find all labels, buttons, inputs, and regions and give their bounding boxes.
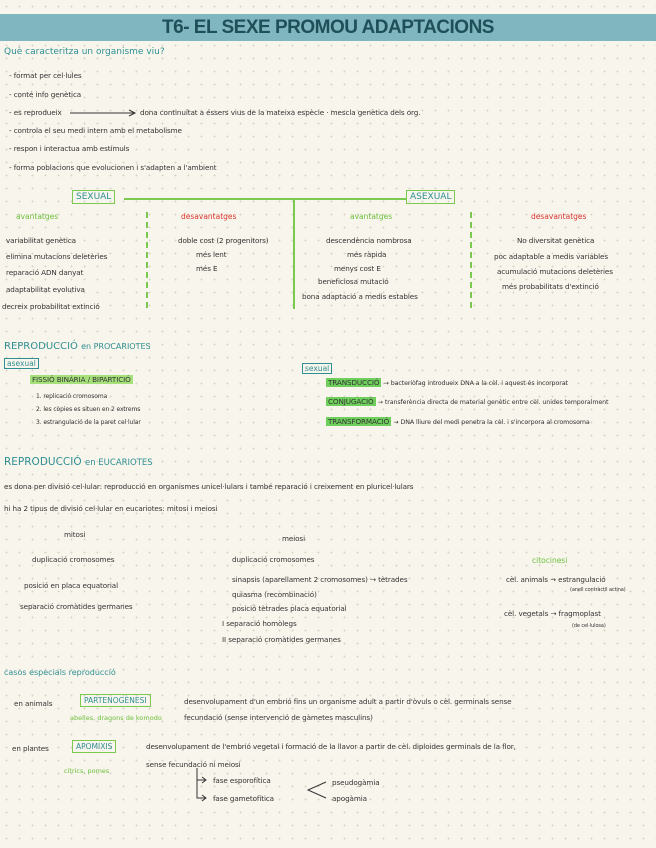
meiosi-item: duplicació cromosomes bbox=[232, 555, 315, 564]
sexual-adv-item: variabilitat genètica bbox=[6, 236, 76, 245]
sexual-box: SEXUAL bbox=[72, 190, 115, 204]
char-item: - controla el seu medi intern amb el metabolisme bbox=[9, 126, 182, 135]
arrow-right-icon bbox=[70, 108, 140, 118]
fission-step: 3. estrangulació de la paret cel·lular bbox=[36, 419, 141, 426]
asexual-disadv-item: acumulació mutacions deletèries bbox=[497, 267, 613, 276]
char-item: - format per cel·lules bbox=[9, 71, 82, 80]
asexual-adv-item: bona adaptació a medis estables bbox=[302, 292, 418, 301]
sexual-adv-item: elimina mutacions deletèries bbox=[6, 252, 108, 261]
animals-desc: desenvolupament d'un embrió fins un organisme adult a partir d'òvuls o cèl. germinals sense bbox=[184, 697, 512, 706]
conjugacio-item: CONJUGACIÓ → transferència directa de material genètic entre cèl. unides temporalment bbox=[328, 397, 609, 406]
sexual-disadv-title: desavantatges bbox=[181, 212, 237, 221]
char-item: - es reprodueix bbox=[9, 108, 62, 117]
branch-right-item: apogàmia bbox=[332, 794, 367, 803]
asexual-disadv-item: més probabilitats d'extinció bbox=[502, 282, 599, 291]
char-item: - respon i interactua amb estímuls bbox=[9, 144, 130, 153]
asexual-adv-item: descendència nombrosa bbox=[326, 236, 412, 245]
asexual-adv-title: avantatges bbox=[350, 212, 393, 221]
meiosi-item: II separació cromàtides germanes bbox=[222, 635, 341, 644]
meiosi-item: posició tètrades placa equatorial bbox=[232, 604, 347, 613]
question-heading: Què caracteritza un organisme viu? bbox=[4, 47, 165, 57]
sexual-tag: sexual bbox=[302, 363, 332, 374]
citocinesi-vegetal: cèl. vegetals → fragmoplast bbox=[504, 609, 601, 618]
asexual-disadv-item: No diversitat genètica bbox=[517, 236, 595, 245]
sexual-adv-item: decreix probabilitat extinció bbox=[2, 302, 100, 311]
eukaryotes-line: es dona per divisió cel·lular: reproducció en organismes unicel·lulars i també reparació i creixement en pluricel·lulars bbox=[4, 482, 414, 491]
asexual-adv-item: menys cost E bbox=[334, 264, 381, 273]
meiosi-item: quiasma (recombinació) bbox=[232, 590, 317, 599]
asexual-tag: asexual bbox=[4, 358, 39, 369]
char-item: - conté info genètica bbox=[9, 90, 82, 99]
fission-term: FISSIÓ BINÀRIA / BIPARTICIÓ bbox=[32, 375, 131, 384]
connector-line bbox=[293, 199, 295, 309]
meiosi-title: meiosi bbox=[282, 534, 305, 543]
asexual-disadv-title: desavantatges bbox=[531, 212, 587, 221]
char-item: - forma poblacions que evolucionen i s'adapten a l'ambient bbox=[9, 163, 217, 172]
sexual-disadv-item: més E bbox=[196, 264, 218, 273]
sexual-disadv-item: doble cost (2 progenitors) bbox=[178, 236, 269, 245]
asexual-adv-item: beneficiosa mutació bbox=[318, 277, 389, 286]
mitosi-item: posició en placa equatorial bbox=[24, 581, 119, 590]
sexual-adv-item: reparació ADN danyat bbox=[6, 268, 84, 277]
dashed-divider bbox=[146, 212, 148, 308]
connector-line bbox=[124, 198, 406, 200]
mitosi-title: mitosi bbox=[64, 530, 86, 539]
apomixis-box: APOMIXIS bbox=[72, 740, 116, 753]
mitosi-item: separació cromàtides germanes bbox=[20, 602, 133, 611]
partenogenesi-box: PARTENOGÈNESI bbox=[80, 694, 151, 707]
branch-right-item: pseudogàmia bbox=[332, 778, 380, 787]
reproduce-note: dona continuïtat a éssers vius de la mateixa espècie · mescla genètica dels org. bbox=[140, 108, 421, 117]
branch-arrows bbox=[193, 768, 213, 804]
citocinesi-animal: cèl. animals → estrangulació bbox=[506, 575, 606, 584]
sexual-disadv-item: més lent bbox=[196, 250, 227, 259]
plants-desc: desenvolupament de l'embrió vegetal i formació de la llavor a partir de cèl. diploides germinals de la flor, bbox=[146, 742, 516, 751]
fission-step: 2. les còpies es situen en 2 extrems bbox=[36, 406, 141, 413]
page-title: T6- EL SEXE PROMOU ADAPTACIONS bbox=[162, 17, 494, 38]
transformacio-item: TRANSFORMACIÓ → DNA lliure del medi penetra la cèl. i s'incorpora al cromosoma bbox=[328, 417, 590, 426]
eukaryotes-heading: REPRODUCCIÓ en EUCARIOTES bbox=[4, 456, 153, 468]
special-heading: casos especials reproducció bbox=[4, 668, 116, 677]
animals-desc: fecundació (sense intervenció de gàmetes masculins) bbox=[184, 713, 373, 722]
meiosi-item: sinapsis (aparellament 2 cromosomes) → tètrades bbox=[232, 575, 408, 584]
animals-examples: abelles, dragons de komodo bbox=[70, 714, 162, 722]
citocinesi-title: citocinesi bbox=[532, 556, 568, 565]
fork-icon bbox=[306, 780, 328, 800]
meiosi-item: I separació homòlegs bbox=[222, 619, 297, 628]
asexual-box: ASEXUAL bbox=[406, 190, 455, 204]
fission-step: 1. replicació cromosoma bbox=[36, 393, 108, 400]
dashed-divider bbox=[470, 212, 472, 308]
sexual-adv-item: adaptabilitat evolutiva bbox=[6, 285, 85, 294]
mitosi-item: duplicació cromosomes bbox=[32, 555, 115, 564]
asexual-adv-item: més ràpida bbox=[347, 250, 387, 259]
transduccio-item: TRANSDUCCIÓ → bacteriòfag introdueix DNA a la cèl. i aquest és incorporat bbox=[328, 378, 568, 387]
branch-item: fase esporofítica bbox=[213, 776, 271, 785]
plants-examples: cítrics, pomes bbox=[64, 767, 110, 775]
citocinesi-vegetal-note: (de cel·lulosa) bbox=[572, 623, 606, 629]
animals-label: en animals bbox=[14, 699, 53, 708]
sexual-adv-title: avantatges bbox=[16, 212, 59, 221]
eukaryotes-line: hi ha 2 tipus de divisió cel·lular en eucariotes: mitosi i meiosi bbox=[4, 504, 218, 513]
plants-label: en plantes bbox=[12, 744, 49, 753]
prokaryotes-heading: REPRODUCCIÓ en PROCARIOTES bbox=[4, 341, 151, 352]
citocinesi-animal-note: (anell contràctil actina) bbox=[570, 587, 626, 593]
branch-item: fase gametofítica bbox=[213, 794, 274, 803]
plants-desc: sense fecundació ni meiosi bbox=[146, 760, 241, 769]
asexual-disadv-item: poc adaptable a medis variables bbox=[494, 252, 608, 261]
